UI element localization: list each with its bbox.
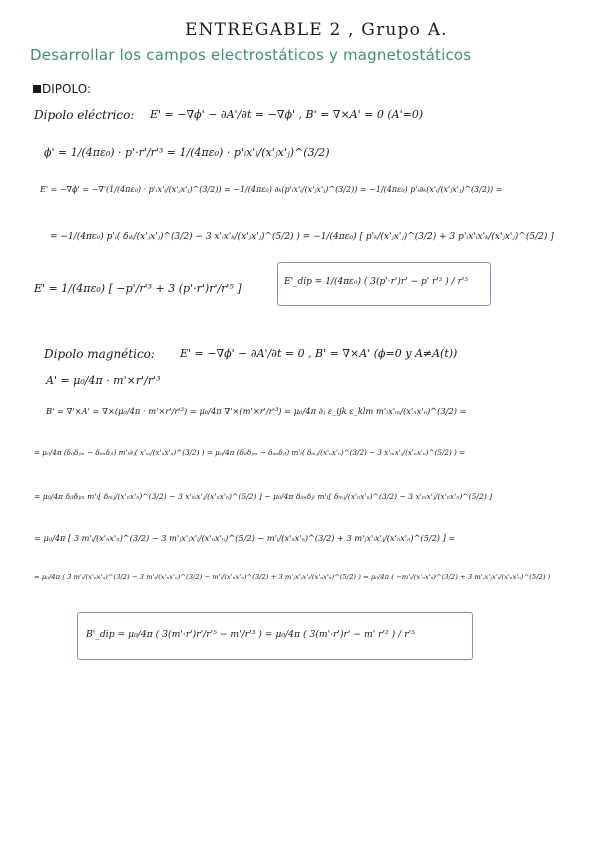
section-bullet-icon: [33, 85, 41, 93]
assignment-subtitle: Desarrollar los campos electrostáticos y magnetostáticos: [30, 46, 472, 64]
magnetic-result: B'_dip = μ₀/4π ( 3(m'·r')r'/r'⁵ − m'/r'³ ) = μ₀/4π ( 3(m'·r')r' − m' r'² ) / r'⁵: [86, 629, 415, 640]
magnetic-eq-4: = μ₀/4π (δᵢₗδⱼₘ − δᵢₘδⱼₗ) m'ₗ∂ⱼ( x'ₘ/(x'ₙx'ₙ)^(3/2) ) = μ₀/4π (δᵢₗδⱼₘ − δᵢₘδⱼₗ) m'ₗ( δₘⱼ/(x'ₙx'ₙ)^(3/2) − 3 x'ₘx'ⱼ/(x'ₙx'ₙ)^(5/2) ) =: [34, 448, 466, 457]
magnetic-eq-6: = μ₀/4π [ 3 m'ᵢ/(x'ₙx'ₙ)^(3/2) − 3 m'ⱼx'ⱼx'ᵢ/(x'ₙx'ₙ)^(5/2) − m'ᵢ/(x'ₙx'ₙ)^(3/2) + 3 m'ⱼx'ᵢx'ⱼ/(x'ₙx'ₙ)^(5/2) ] =: [34, 533, 456, 543]
electric-eq-1: E' = −∇ϕ' − ∂A'/∂t = −∇ϕ' , B' = ∇×A' = 0 (A'=0): [150, 108, 424, 121]
electric-result: E'_dip = 1/(4πε₀) ( 3(p'·r')r' − p' r'² ) / r'⁵: [284, 277, 468, 287]
page-title: ENTREGABLE 2 , Grupo A.: [185, 20, 448, 40]
section-heading: DIPOLO:: [42, 82, 91, 96]
magnetic-dipole-label: Dipolo magnético:: [44, 347, 155, 361]
electric-eq-5: E' = 1/(4πε₀) [ −p'/r'³ + 3 (p'·r')r'/r'⁵ ]: [34, 282, 242, 295]
electric-eq-2: ϕ' = 1/(4πε₀) · p'·r'/r'³ = 1/(4πε₀) · p'ᵢx'ᵢ/(x'ⱼx'ⱼ)^(3/2): [44, 146, 330, 159]
magnetic-eq-3: B' = ∇'×A' = ∇×(μ₀/4π · m'×r'/r'³) = μ₀/4π ∇'×(m'×r'/r'³) = μ₀/4π ∂ⱼ ε_ijk ε_klm m'ₗx'ₘ/(x'ₙx'ₙ)^(3/2) =: [46, 406, 467, 416]
magnetic-eq-5: = μ₀/4π δᵢₗδⱼₘ m'ₗ[ δₘⱼ/(x'ₙx'ₙ)^(3/2) − 3 x'ₘx'ⱼ/(x'ₙx'ₙ)^(5/2) ] − μ₀/4π δᵢₘδⱼₗ m'ₗ[ δₘⱼ/(x'ₙx'ₙ)^(3/2) − 3 x'ₘx'ⱼ/(x'ₙx'ₙ)^(5/2) ]: [34, 492, 493, 501]
magnetic-eq-7: = μ₀/4π ( 3 m'ᵢ/(x'ₙx'ₙ)^(3/2) − 3 m'ᵢ/(x'ₙx'ₙ)^(3/2) − m'ᵢ/(x'ₙx'ₙ)^(3/2) + 3 m'ⱼx'ⱼx'ᵢ/(x'ₙx'ₙ)^(5/2) ) = μ₀/4π ( −m'ᵢ/(x'ₙx'ₙ)^(3/2) + 3 m'ⱼx'ⱼx'ᵢ/(x'ₙx'ₙ)^(5/2) ): [34, 573, 551, 581]
magnetic-eq-1: E' = −∇ϕ' − ∂A'/∂t = 0 , B' = ∇×A' (ϕ=0 y A≠A(t)): [180, 347, 458, 360]
electric-eq-3: E' = −∇ϕ' = −∇'(1/(4πε₀) · p'ᵢx'ᵢ/(x'ⱼx'ⱼ)^(3/2)) = −1/(4πε₀) ∂ₖ(p'ᵢx'ᵢ/(x'ⱼx'ⱼ)^(3/2)) = −1/(4πε₀) p'ᵢ∂ₖ(x'ᵢ/(x'ⱼx'ⱼ)^(3/2)) =: [40, 185, 503, 194]
electric-eq-4: = −1/(4πε₀) p'ᵢ( δᵢₖ/(x'ⱼx'ⱼ)^(3/2) − 3 x'ᵢx'ₖ/(x'ⱼx'ⱼ)^(5/2) ) = −1/(4πε₀) [ p'ₖ/(x'ⱼx'ⱼ)^(3/2) + 3 p'ᵢx'ᵢx'ₖ/(x'ⱼx'ⱼ)^(5/2) ]: [50, 232, 554, 242]
electric-dipole-label: Dipolo eléctrico:: [34, 108, 135, 122]
magnetic-eq-2: A' = μ₀/4π · m'×r'/r'³: [46, 374, 161, 387]
